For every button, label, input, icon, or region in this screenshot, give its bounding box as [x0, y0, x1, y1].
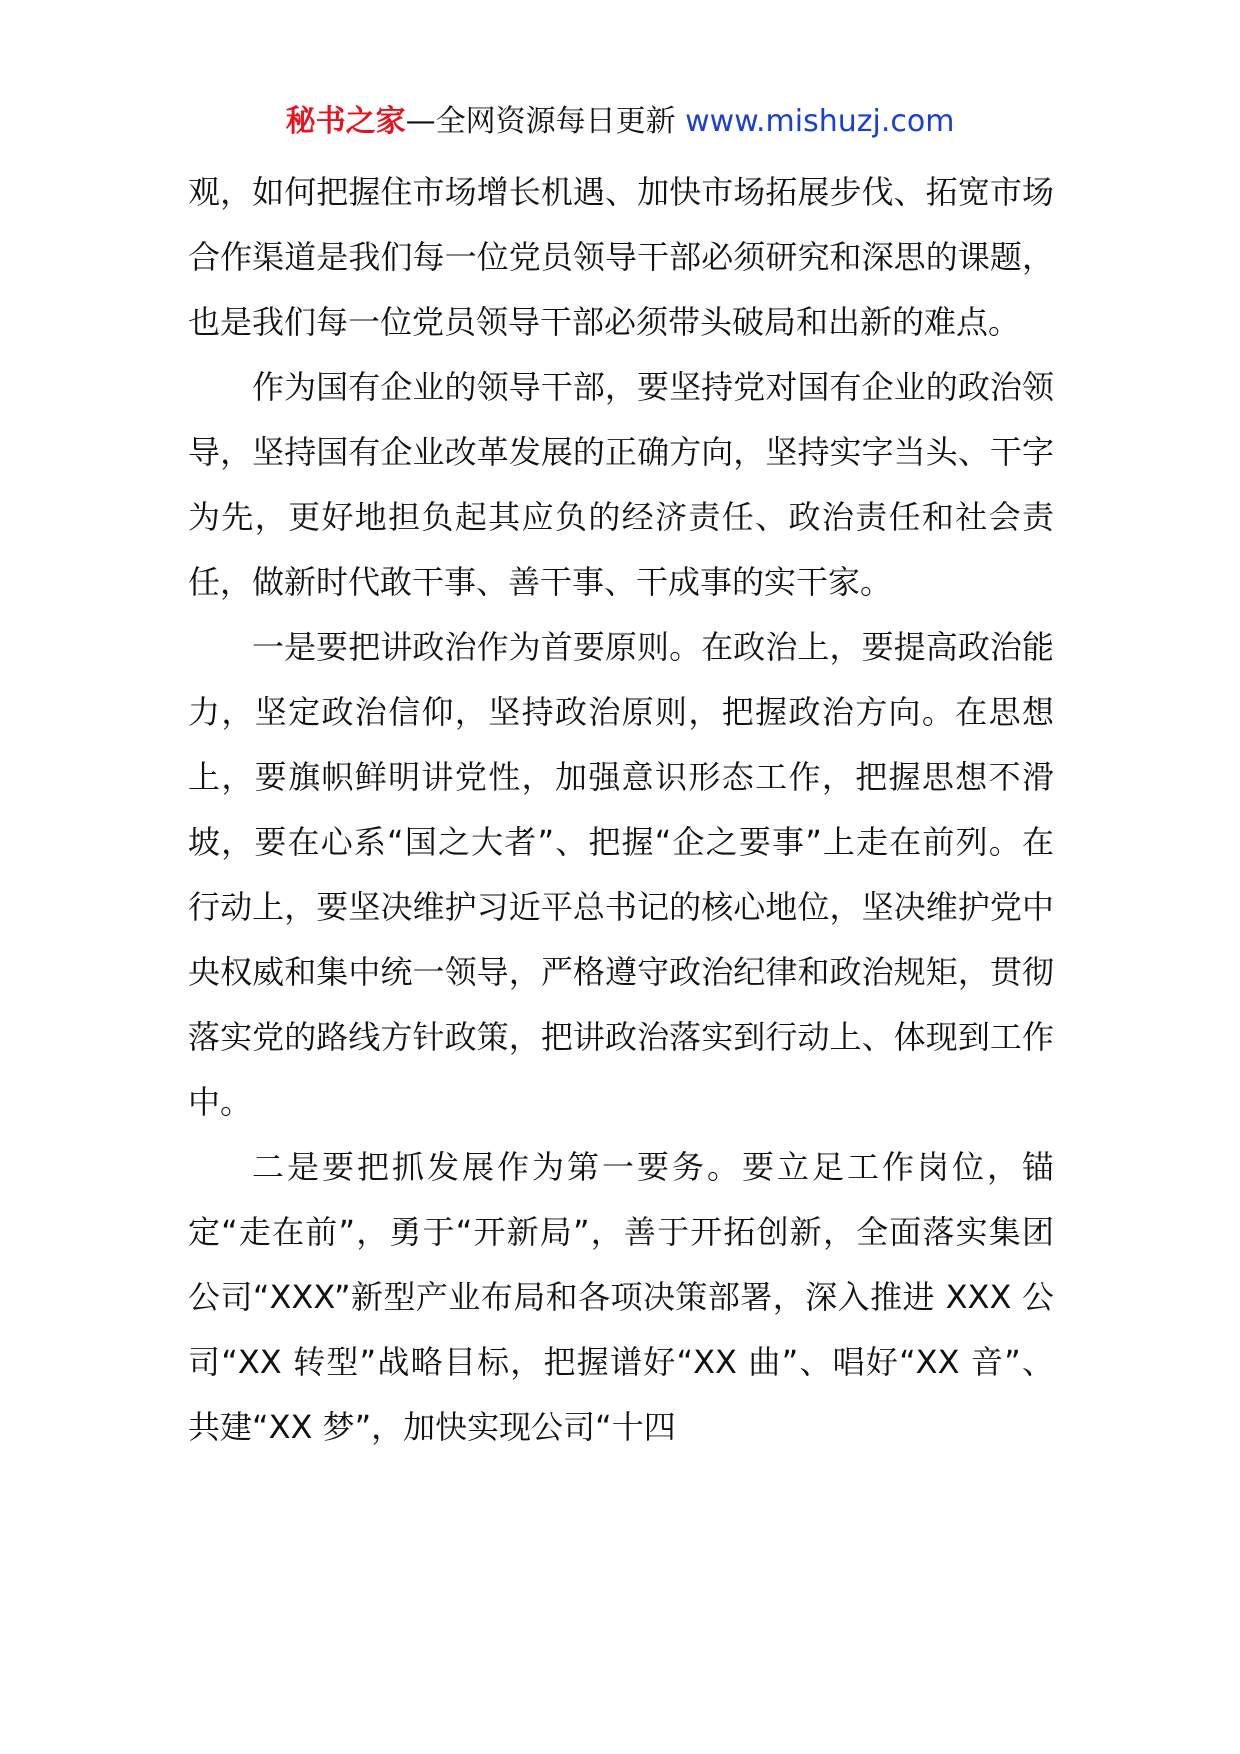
document-body: [188, 160, 1054, 1460]
header-tagline: —全网资源每日更新: [405, 104, 686, 139]
brand-name: 秘书之家: [285, 104, 406, 139]
paragraph-continuation: 观，如何把握住市场增长机遇、加快市场拓展步伐、拓宽市场合作渠道是我们每一位党员领导干部必须研究和深思的课题，也是我们每一位党员领导干部必须带头破局和出新的难点。: [188, 173, 1054, 341]
site-url-link[interactable]: www.mishuzj.com: [685, 104, 955, 139]
paragraph-leaders-role: 作为国有企业的领导干部，要坚持党对国有企业的政治领导，坚持国有企业改革发展的正确方向，坚持实字当头、干字为先，更好地担负起其应负的经济责任、政治责任和社会责任，做新时代敢干事、善干事、干成事的实干家。: [188, 368, 1054, 601]
paragraph-development-priority: 二是要把抓发展作为第一要务。要立足工作岗位，锚定“走在前”，勇于“开新局”，善于开拓创新，全面落实集团公司“XXX”新型产业布局和各项决策部署，深入推进 XXX 公司“XX 转型”战略目标，把握谱好“XX 曲”、唱好“XX 音”、共建“XX 梦”，加快实现公司“十四: [188, 1148, 1054, 1446]
paragraph-politics-principle: 一是要把讲政治作为首要原则。在政治上，要提高政治能力，坚定政治信仰，坚持政治原则，把握政治方向。在思想上，要旗帜鲜明讲党性，加强意识形态工作，把握思想不滑坡，要在心系“国之大者”、把握“企之要事”上走在前列。在行动上，要坚决维护习近平总书记的核心地位，坚决维护党中央权威和集中统一领导，严格遵守政治纪律和政治规矩，贯彻落实党的路线方针政策，把讲政治落实到行动上、体现到工作中。: [188, 628, 1054, 1121]
site-header: [0, 102, 1240, 142]
